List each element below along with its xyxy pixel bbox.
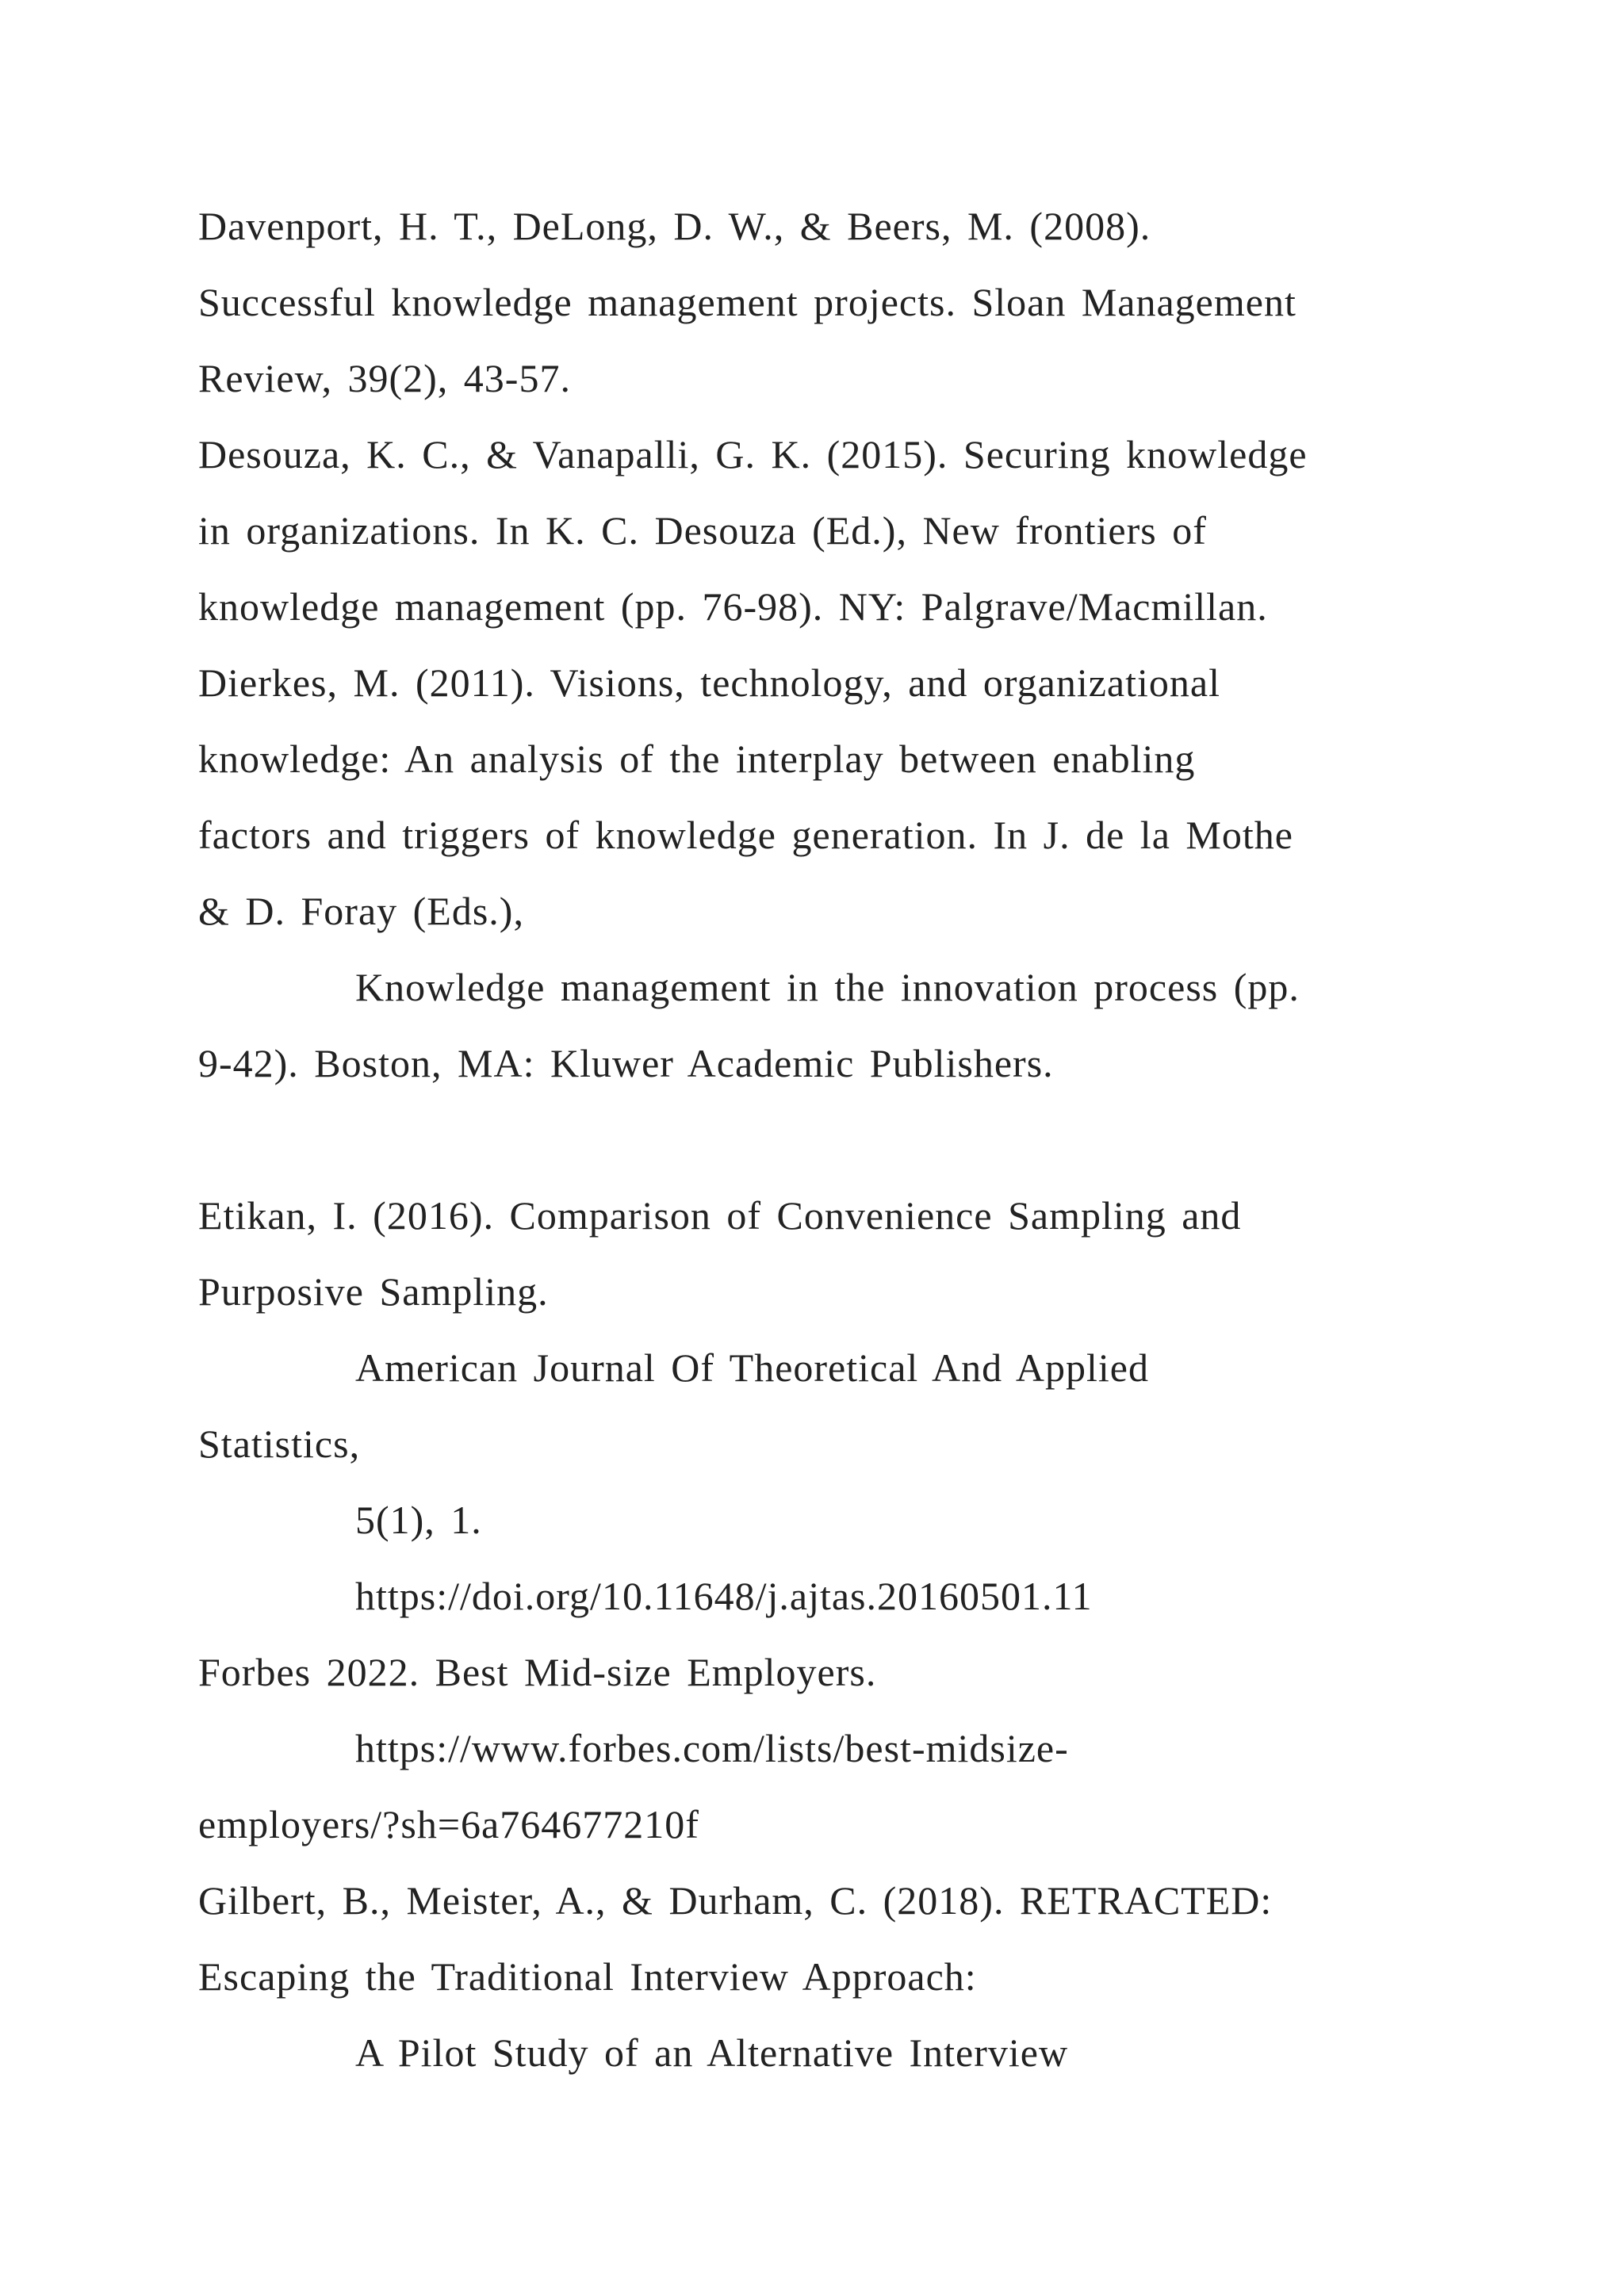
reference-line: & D. Foray (Eds.), bbox=[198, 889, 524, 933]
reference-line: Dierkes, M. (2011). Visions, technology, and organizational bbox=[198, 660, 1220, 705]
reference-line: Successful knowledge management projects. Sloan Management bbox=[198, 280, 1297, 324]
reference-line: Etikan, I. (2016). Comparison of Convenience Sampling and bbox=[198, 1193, 1242, 1238]
reference-line: Escaping the Traditional Interview Approach: bbox=[198, 1954, 977, 1999]
reference-line: Gilbert, B., Meister, A., & Durham, C. (2018). RETRACTED: bbox=[198, 1878, 1273, 1923]
reference-line: factors and triggers of knowledge generation. In J. de la Mothe bbox=[198, 813, 1293, 857]
reference-line: Knowledge management in the innovation process (pp. bbox=[355, 965, 1300, 1009]
reference-line: Review, 39(2), 43-57. bbox=[198, 356, 571, 400]
reference-link: https://www.forbes.com/lists/best-midsize- bbox=[355, 1726, 1069, 1770]
reference-line: American Journal Of Theoretical And Applied bbox=[355, 1345, 1149, 1390]
reference-line: Forbes 2022. Best Mid-size Employers. bbox=[198, 1650, 877, 1694]
reference-line: Davenport, H. T., DeLong, D. W., & Beers, M. (2008). bbox=[198, 204, 1151, 248]
reference-link: employers/?sh=6a764677210f bbox=[198, 1802, 699, 1846]
reference-line: 5(1), 1. bbox=[355, 1498, 482, 1542]
reference-link: https://doi.org/10.11648/j.ajtas.20160501.11 bbox=[355, 1574, 1093, 1618]
reference-line: in organizations. In K. C. Desouza (Ed.), New frontiers of bbox=[198, 508, 1207, 553]
reference-line: 9-42). Boston, MA: Kluwer Academic Publishers. bbox=[198, 1041, 1054, 1085]
reference-line: Statistics, bbox=[198, 1422, 361, 1466]
reference-line: Desouza, K. C., & Vanapalli, G. K. (2015). Securing knowledge bbox=[198, 432, 1308, 476]
reference-line: knowledge: An analysis of the interplay between enabling bbox=[198, 737, 1196, 781]
reference-line: Purposive Sampling. bbox=[198, 1269, 549, 1314]
reference-line: A Pilot Study of an Alternative Interview bbox=[355, 2030, 1069, 2075]
reference-line: knowledge management (pp. 76-98). NY: Palgrave/Macmillan. bbox=[198, 584, 1268, 629]
